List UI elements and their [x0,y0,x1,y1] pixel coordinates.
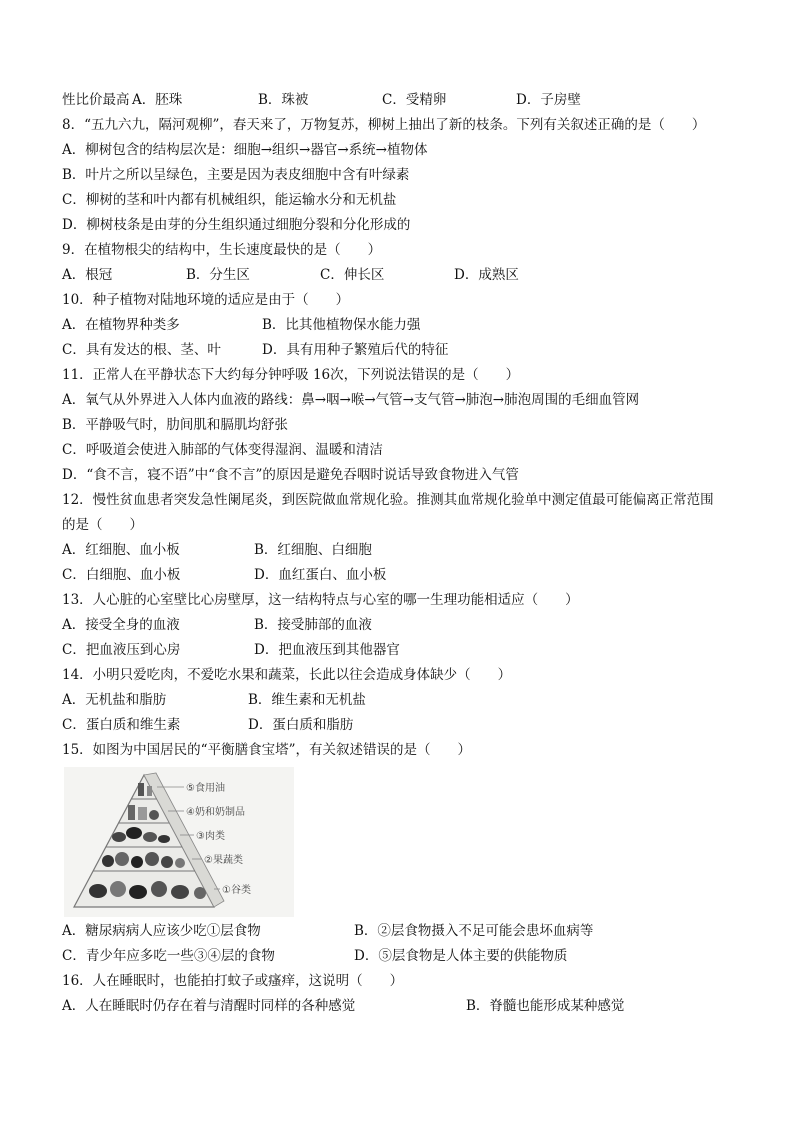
q14-options-row1 [62,688,742,713]
grain-icon [89,884,107,898]
pyramid-label-1: ①谷类 [222,885,251,896]
q8-option-b: B．叶片之所以呈绿色，主要是因为表皮细胞中含有叶绿素 [62,167,410,183]
q13-option-b: B．接受肺部的血液 [254,617,372,633]
q12-stem-line2: 的是（ ） [62,517,143,533]
q14-stem: 14．小明只爱吃肉，不爱吃水果和蔬菜，长此以往会造成身体缺少（ ） [62,667,512,683]
q16-option-a: A．人在睡眠时仍存在着与清醒时同样的各种感觉 [62,998,356,1014]
q8-option-c: C．柳树的茎和叶内都有机械组织，能运输水分和无机盐 [62,192,397,208]
q9-option-b: B．分生区 [186,267,250,283]
q11-option-b: B．平静吸气时，肋间肌和膈肌均舒张 [62,417,288,433]
q12-option-c: C．白细胞、血小板 [62,567,181,583]
q10-option-b: B．比其他植物保水能力强 [262,317,421,333]
q8-option-a: A．柳树包含的结构层次是：细胞→组织→器官→系统→植物体 [62,142,428,158]
exam-page [62,88,742,1019]
q11-option-d: D．“食不言，寝不语”中“食不言”的原因是避免吞咽时说话导致食物进入气管 [62,467,519,483]
q13-stem: 13．人心脏的心室壁比心房壁厚，这一结构特点与心室的哪一生理功能相适应（ ） [62,592,579,608]
food-pyramid-figure [64,767,294,917]
q10-options-row2 [62,338,742,363]
q14-option-d: D．蛋白质和脂肪 [248,717,354,733]
q10-options-row1 [62,313,742,338]
q13-option-d: D．把血液压到其他器官 [254,642,400,658]
q14-options-row2 [62,713,742,738]
q15-stem: 15．如图为中国居民的“平衡膳食宝塔”，有关叙述错误的是（ ） [62,742,471,758]
q16-stem: 16．人在睡眠时，也能拍打蚊子或瘙痒，这说明（ ） [62,973,404,989]
q11-option-c: C．呼吸道会使进入肺部的气体变得湿润、温暖和清洁 [62,442,383,458]
q12-option-a: A．红细胞、血小板 [62,542,180,558]
q16-option-b: B．脊髓也能形成某种感觉 [466,998,625,1014]
q10-option-a: A．在植物界种类多 [62,317,180,333]
q12-option-d: D．血红蛋白、血小板 [254,567,387,583]
q12-options-row1 [62,538,742,563]
q11-option-a: A．氧气从外界进入人体内血液的路线：鼻→咽→喉→气管→支气管→肺泡→肺泡周围的毛细血管网 [62,392,640,408]
q13-option-c: C．把血液压到心房 [62,642,181,658]
pyramid-label-4: ④奶和奶制品 [186,807,245,818]
q15-options-row2 [62,944,742,969]
milk-carton-icon [128,805,135,820]
q16-options-row1 [62,994,742,1019]
q13-options-row1 [62,613,742,638]
q7-stem-tail: 性比价最高 [62,92,130,108]
q13-option-a: A．接受全身的血液 [62,617,180,633]
q14-option-b: B．维生素和无机盐 [248,692,366,708]
q10-option-d: D．具有用种子繁殖后代的特征 [262,342,449,358]
q9-option-a: A．根冠 [62,267,113,283]
q10-option-c: C．具有发达的根、茎、叶 [62,342,221,358]
q7-option-c: C．受精卵 [382,92,447,108]
q15-options-row1 [62,919,742,944]
q13-options-row2 [62,638,742,663]
q12-option-b: B．红细胞、白细胞 [254,542,372,558]
pyramid-label-5: ⑤食用油 [186,783,225,794]
q9-options [62,263,742,288]
pyramid-label-3: ③肉类 [196,831,225,842]
q7-option-a: A．胚珠 [132,92,183,108]
q11-stem: 11．正常人在平静状态下大约每分钟呼吸 16次，下列说法错误的是（ ） [62,367,520,383]
q12-options-row2 [62,563,742,588]
q7-option-d: D．子房壁 [516,92,581,108]
q15-option-a: A．糖尿病病人应该少吃①层食物 [62,923,261,939]
q10-stem: 10．种子植物对陆地环境的适应是由于（ ） [62,292,350,308]
q9-stem: 9．在植物根尖的结构中，生长速度最快的是（ ） [62,242,382,258]
q15-option-c: C．青少年应多吃一些③④层的食物 [62,948,275,964]
q15-option-b: B．②层食物摄入不足可能会患坏血病等 [354,923,594,939]
pyramid-label-2: ②果蔬类 [204,855,243,866]
q9-option-c: C．伸长区 [320,267,385,283]
q7-tail-line [62,88,742,113]
q8-option-d: D．柳树枝条是由芽的分生组织通过细胞分裂和分化形成的 [62,217,411,233]
q14-option-a: A．无机盐和脂肪 [62,692,167,708]
oil-bottle-icon [138,783,144,796]
q12-stem-line1: 12．慢性贫血患者突发急性阑尾炎，到医院做血常规化验。推测其血常规化验单中测定值最可能偏离正常范围 [62,492,714,508]
q15-option-d: D．⑤层食物是人体主要的供能物质 [354,948,568,964]
food-pyramid-svg [64,767,294,917]
q9-option-d: D．成熟区 [454,267,519,283]
q8-stem: 8．“五九六九，隔河观柳”，春天来了，万物复苏，柳树上抽出了新的枝条。下列有关叙述正确的是（ ） [62,117,706,133]
q14-option-c: C．蛋白质和维生素 [62,717,181,733]
fruit-icon [102,855,114,867]
meat-icon [112,832,126,842]
q7-option-b: B．珠被 [258,92,309,108]
